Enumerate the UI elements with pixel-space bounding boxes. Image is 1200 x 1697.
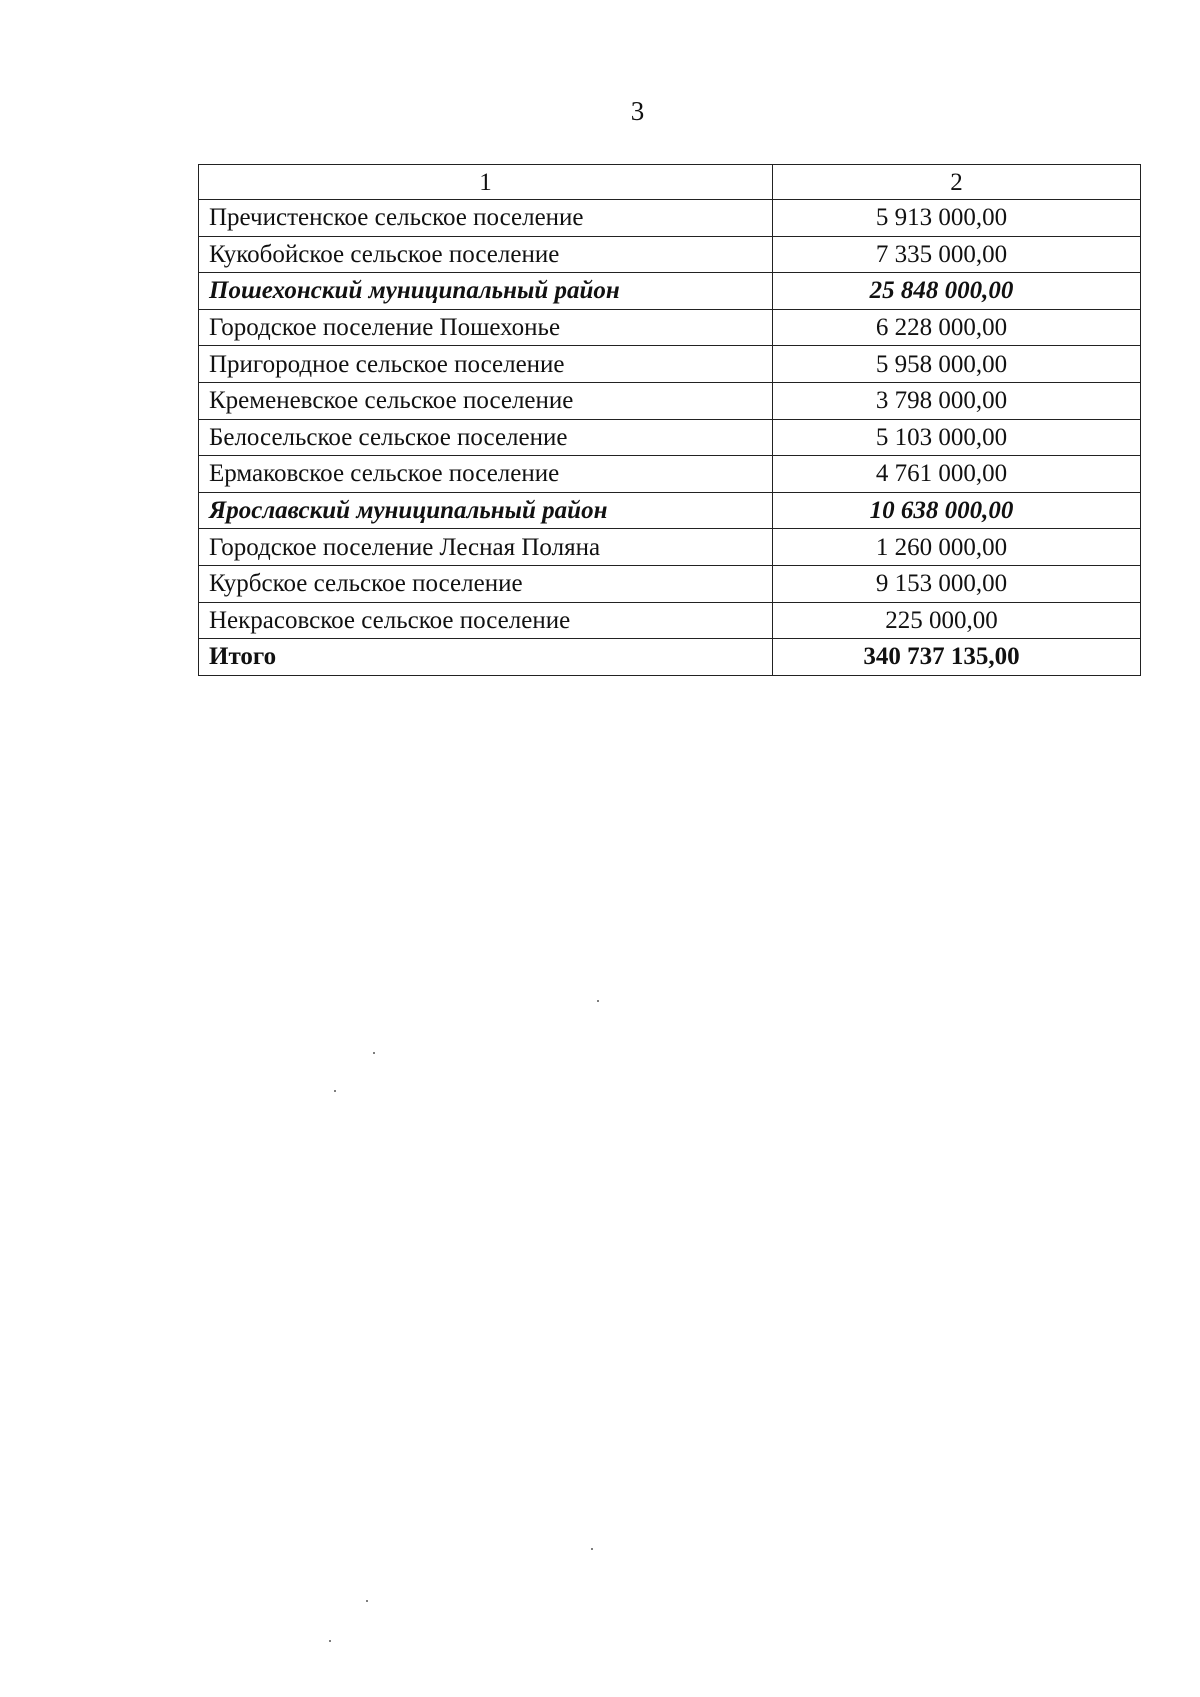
table-row bbox=[199, 346, 1141, 383]
scan-speck bbox=[329, 1640, 331, 1642]
row-amount: 225 000,00 bbox=[773, 602, 1141, 639]
table-row bbox=[199, 309, 1141, 346]
row-amount: 5 103 000,00 bbox=[773, 419, 1141, 456]
table-row bbox=[199, 236, 1141, 273]
row-name: Пригородное сельское поселение bbox=[199, 346, 773, 383]
district-name: Пошехонский муниципальный район bbox=[199, 273, 773, 310]
row-name: Некрасовское сельское поселение bbox=[199, 602, 773, 639]
scan-speck bbox=[597, 1000, 599, 1002]
row-amount: 4 761 000,00 bbox=[773, 456, 1141, 493]
row-amount: 3 798 000,00 bbox=[773, 382, 1141, 419]
column-header-2: 2 bbox=[773, 165, 1141, 200]
scan-speck bbox=[591, 1548, 593, 1550]
total-amount: 340 737 135,00 bbox=[773, 639, 1141, 676]
page-number: 3 bbox=[630, 96, 645, 126]
row-amount: 1 260 000,00 bbox=[773, 529, 1141, 566]
column-header-1: 1 bbox=[199, 165, 773, 200]
row-amount: 7 335 000,00 bbox=[773, 236, 1141, 273]
row-name: Кременевское сельское поселение bbox=[199, 382, 773, 419]
table-row bbox=[199, 382, 1141, 419]
table-header-row bbox=[199, 165, 1141, 200]
scan-speck bbox=[373, 1052, 375, 1054]
table-row bbox=[199, 565, 1141, 602]
row-amount: 6 228 000,00 bbox=[773, 309, 1141, 346]
row-name: Белосельское сельское поселение bbox=[199, 419, 773, 456]
scan-speck bbox=[366, 1600, 368, 1602]
row-amount: 5 913 000,00 bbox=[773, 200, 1141, 237]
district-subtotal-row bbox=[199, 273, 1141, 310]
row-name: Городское поселение Пошехонье bbox=[199, 309, 773, 346]
row-name: Кукобойское сельское поселение bbox=[199, 236, 773, 273]
district-amount: 10 638 000,00 bbox=[773, 492, 1141, 529]
table-row bbox=[199, 200, 1141, 237]
total-label: Итого bbox=[199, 639, 773, 676]
row-name: Курбское сельское поселение bbox=[199, 565, 773, 602]
row-name: Пречистенское сельское поселение bbox=[199, 200, 773, 237]
row-name: Городское поселение Лесная Поляна bbox=[199, 529, 773, 566]
district-name: Ярославский муниципальный район bbox=[199, 492, 773, 529]
scan-speck bbox=[334, 1090, 336, 1092]
row-name: Ермаковское сельское поселение bbox=[199, 456, 773, 493]
table-row bbox=[199, 529, 1141, 566]
table-row bbox=[199, 419, 1141, 456]
table-row bbox=[199, 602, 1141, 639]
row-amount: 9 153 000,00 bbox=[773, 565, 1141, 602]
district-subtotal-row bbox=[199, 492, 1141, 529]
total-row bbox=[199, 639, 1141, 676]
district-amount: 25 848 000,00 bbox=[773, 273, 1141, 310]
row-amount: 5 958 000,00 bbox=[773, 346, 1141, 383]
budget-table bbox=[198, 164, 1141, 676]
table-row bbox=[199, 456, 1141, 493]
